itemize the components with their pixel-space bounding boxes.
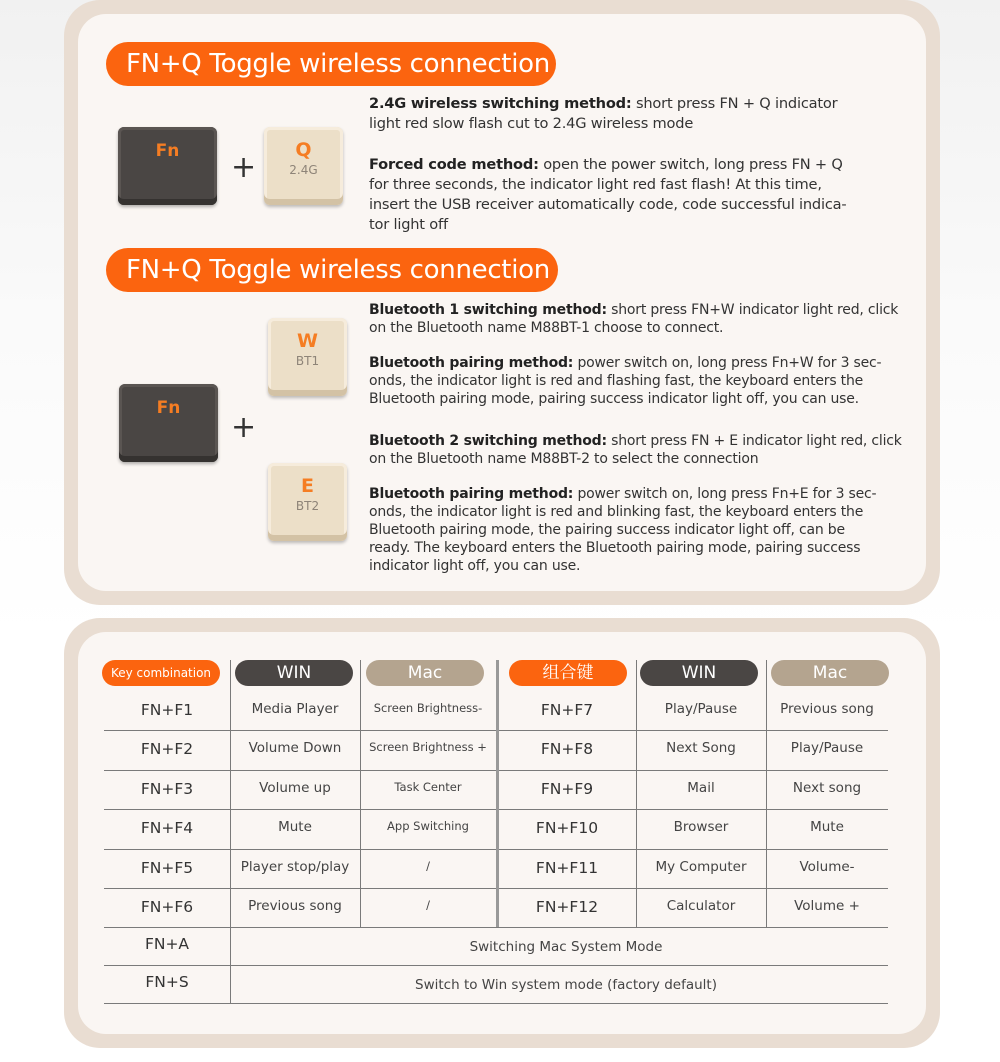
s2-p3-line2: on the Bluetooth name M88BT-2 to select the connection	[369, 451, 759, 467]
cell-win-right: Calculator	[666, 898, 736, 914]
p2-line2: for three seconds, the indicator light red fast flash! At this time,	[369, 176, 822, 193]
cell-win-right: My Computer	[655, 858, 747, 875]
cell-win-left: Previous song	[248, 898, 342, 914]
header-mac-left: Mac	[366, 660, 484, 686]
s2-p4-line1: power switch on, long press Fn+E for 3 sec-	[573, 486, 877, 502]
cell-mac-right: Volume +	[794, 898, 860, 914]
s2-p4-line3: Bluetooth pairing mode, the pairing success indicator light off, can be	[369, 522, 845, 538]
section2-paragraph-3	[369, 432, 914, 468]
cell-win-left: Media Player	[251, 701, 339, 717]
s2-p3-bold: Bluetooth 2 switching method:	[369, 433, 607, 449]
span-row-value: Switching Mac System Mode	[469, 939, 663, 956]
cell-mac-left: Screen Brightness +	[369, 740, 487, 755]
cell-mac-right: Volume-	[799, 858, 855, 875]
table-row-divider	[104, 965, 888, 966]
s2-p4-line4: ready. The keyboard enters the Bluetooth pairing mode, pairing success	[369, 540, 861, 556]
s2-p2-bold: Bluetooth pairing method:	[369, 355, 574, 371]
cell-mac-right: Play/Pause	[790, 740, 864, 757]
span-row-key: FN+S	[145, 973, 189, 992]
header-key-combination: Key combination	[102, 660, 220, 686]
section1-title: FN+Q Toggle wireless connection	[106, 42, 556, 86]
cell-win-right: Next Song	[666, 740, 736, 757]
s2-p4-bold: Bluetooth pairing method:	[369, 486, 574, 502]
cell-win-right: Play/Pause	[664, 701, 738, 717]
cell-key-right: FN+F7	[540, 701, 594, 719]
header-win-right: WIN	[640, 660, 758, 686]
cell-mac-right: Next song	[792, 779, 862, 796]
span-row-value: Switch to Win system mode (factory default)	[415, 977, 717, 994]
table-row-divider	[104, 927, 888, 928]
header-mac-right: Mac	[771, 660, 889, 686]
cell-key-left: FN+F4	[140, 819, 194, 838]
cell-mac-right: Previous song	[780, 701, 874, 717]
section2-paragraph-4	[369, 485, 914, 575]
s2-p4-line5: indicator light off, you can use.	[369, 558, 581, 574]
p2-bold: Forced code method:	[369, 156, 539, 173]
cell-key-right: FN+F10	[535, 819, 599, 838]
p2-line1: open the power switch, long press FN + Q	[538, 156, 843, 173]
s2-p1-bold: Bluetooth 1 switching method:	[369, 302, 607, 318]
cell-win-right: Mail	[687, 779, 715, 796]
cell-mac-right: Mute	[810, 819, 844, 836]
cell-key-left: FN+F5	[140, 858, 194, 877]
cell-key-left: FN+F6	[140, 898, 194, 916]
cell-key-left: FN+F3	[140, 779, 194, 798]
cell-key-right: FN+F12	[535, 898, 599, 916]
cell-mac-left: Screen Brightness-	[373, 701, 483, 715]
cell-win-right: Browser	[673, 819, 729, 836]
header-win-left: WIN	[235, 660, 353, 686]
header-key-combination-cn: 组合键	[509, 660, 627, 686]
cell-mac-left: /	[426, 858, 430, 873]
section2-title: FN+Q Toggle wireless connection	[106, 248, 558, 292]
section1-paragraph-1	[369, 94, 909, 134]
cell-key-left: FN+F1	[140, 701, 194, 719]
cell-key-right: FN+F11	[535, 858, 599, 877]
span-row-key: FN+A	[144, 935, 190, 954]
cell-mac-left: /	[426, 898, 430, 912]
s2-p4-line2: onds, the indicator light is red and blinking fast, the keyboard enters the	[369, 504, 864, 520]
s2-p1-line1: short press FN+W indicator light red, click	[606, 302, 899, 318]
s2-p3-line1: short press FN + E indicator light red, click	[606, 433, 902, 449]
e-key-sub: BT2	[295, 499, 320, 513]
section2-paragraph-2	[369, 354, 914, 408]
w-key-sub: BT1	[295, 354, 320, 368]
plus-sign: +	[231, 150, 257, 185]
cell-mac-left: Task Center	[394, 779, 462, 794]
section2-paragraph-1	[369, 301, 914, 337]
s2-p1-line2: on the Bluetooth name M88BT-1 choose to connect.	[369, 320, 724, 336]
section1-paragraph-2	[369, 155, 909, 235]
fn-key: Fn	[118, 127, 217, 205]
e-key-main: E	[301, 475, 314, 497]
table-row-divider	[104, 1003, 888, 1004]
cell-key-right: FN+F8	[540, 740, 594, 759]
p1-bold: 2.4G wireless switching method:	[369, 95, 632, 112]
fn-key-2: Fn	[119, 384, 218, 462]
cell-win-left: Volume Down	[248, 740, 342, 757]
plus-sign-2: +	[231, 410, 257, 445]
s2-p2-line2: onds, the indicator light is red and flashing fast, the keyboard enters the	[369, 373, 864, 389]
cell-mac-left: App Switching	[387, 819, 469, 834]
s2-p2-line1: power switch on, long press Fn+W for 3 sec-	[573, 355, 882, 371]
e-key	[268, 463, 347, 541]
q-key	[264, 127, 343, 205]
cell-key-left: FN+F2	[140, 740, 194, 759]
cell-key-right: FN+F9	[540, 779, 594, 798]
q-key-sub: 2.4G	[289, 163, 318, 177]
cell-win-left: Volume up	[259, 779, 331, 796]
p1-line2: light red slow flash cut to 2.4G wireless mode	[369, 115, 694, 132]
w-key	[268, 318, 347, 396]
w-key-main: W	[297, 330, 318, 352]
p1-line1: short press FN + Q indicator	[631, 95, 838, 112]
q-key-main: Q	[295, 139, 312, 161]
cell-win-left: Mute	[278, 819, 312, 836]
cell-win-left: Player stop/play	[240, 858, 350, 875]
s2-p2-line3: Bluetooth pairing mode, pairing success indicator light off, you can use.	[369, 391, 859, 407]
p2-line4: tor light off	[369, 216, 448, 233]
p2-line3: insert the USB receiver automatically code, code successful indica-	[369, 196, 847, 213]
